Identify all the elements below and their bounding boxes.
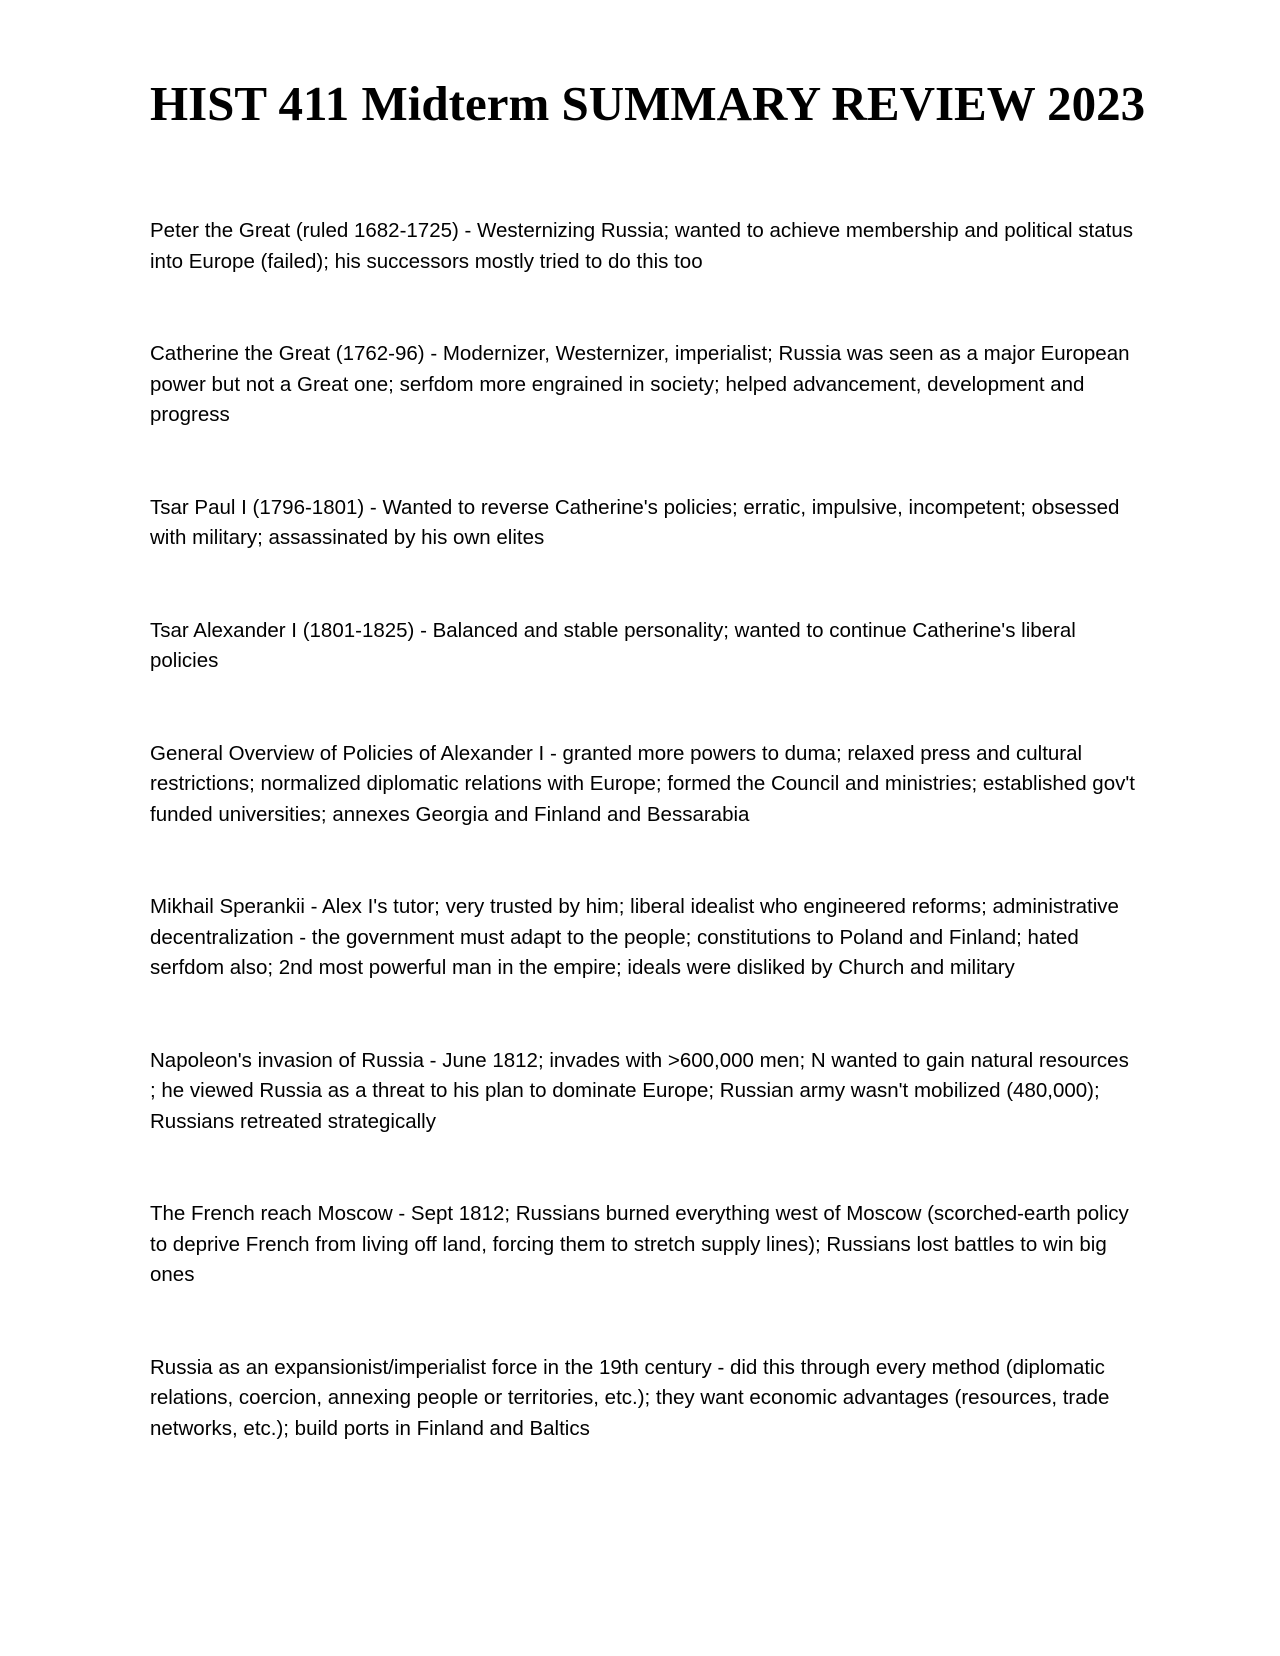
entry-peter-the-great: Peter the Great (ruled 1682-1725) - Westernizing Russia; wanted to achieve membership and political status into Europe (failed); his successors mostly tried to do this too — [150, 219, 1133, 273]
entry-catherine-the-great: Catherine the Great (1762-96) - Modernizer, Westernizer, imperialist; Russia was seen as a major European power but not a Great one; serfdom more engrained in society; helped advancement, development and progress — [150, 342, 1130, 426]
entry-tsar-paul-i: Tsar Paul I (1796-1801) - Wanted to reverse Catherine's policies; erratic, impulsive, incompetent; obsessed with military; assassinated by his own elites — [150, 495, 1120, 549]
summary-entries — [150, 216, 1140, 1506]
document-title: HIST 411 Midterm SUMMARY REVIEW 2023 — [150, 76, 1146, 131]
entry-mikhail-sperankii: Mikhail Sperankii - Alex I's tutor; very trusted by him; liberal idealist who engineered reforms; administrative decentralization - the government must adapt to the people; constitutions to Poland and Finland; hated serfdom also; 2nd most powerful man in the empire; ideals were disliked by Church and military — [150, 895, 1119, 979]
entry-tsar-alexander-i: Tsar Alexander I (1801-1825) - Balanced and stable personality; wanted to continue Catherine's liberal policies — [150, 618, 1076, 672]
entry-alexander-i-policies: General Overview of Policies of Alexander I - granted more powers to duma; relaxed press and cultural restrictions; normalized diplomatic relations with Europe; formed the Council and ministries; established gov't funded universities; annexes Georgia and Finland and Bessarabia — [150, 741, 1135, 826]
entry-french-reach-moscow: The French reach Moscow - Sept 1812; Russians burned everything west of Moscow (scorched-earth policy to deprive French from living off land, forcing them to stretch supply lines); Russians lost battles to win big ones — [150, 1202, 1129, 1286]
entry-napoleon-invasion: Napoleon's invasion of Russia - June 1812; invades with >600,000 men; N wanted to gain natural resources ; he viewed Russia as a threat to his plan to dominate Europe; Russian army wasn't mobilized (480,000); Russians retreated strategically — [150, 1048, 1129, 1133]
entry-russia-expansionist: Russia as an expansionist/imperialist force in the 19th century - did this through every method (diplomatic relations, coercion, annexing people or territories, etc.); they want economic advantages (resources, trade networks, etc.); build ports in Finland and Baltics — [150, 1355, 1110, 1440]
